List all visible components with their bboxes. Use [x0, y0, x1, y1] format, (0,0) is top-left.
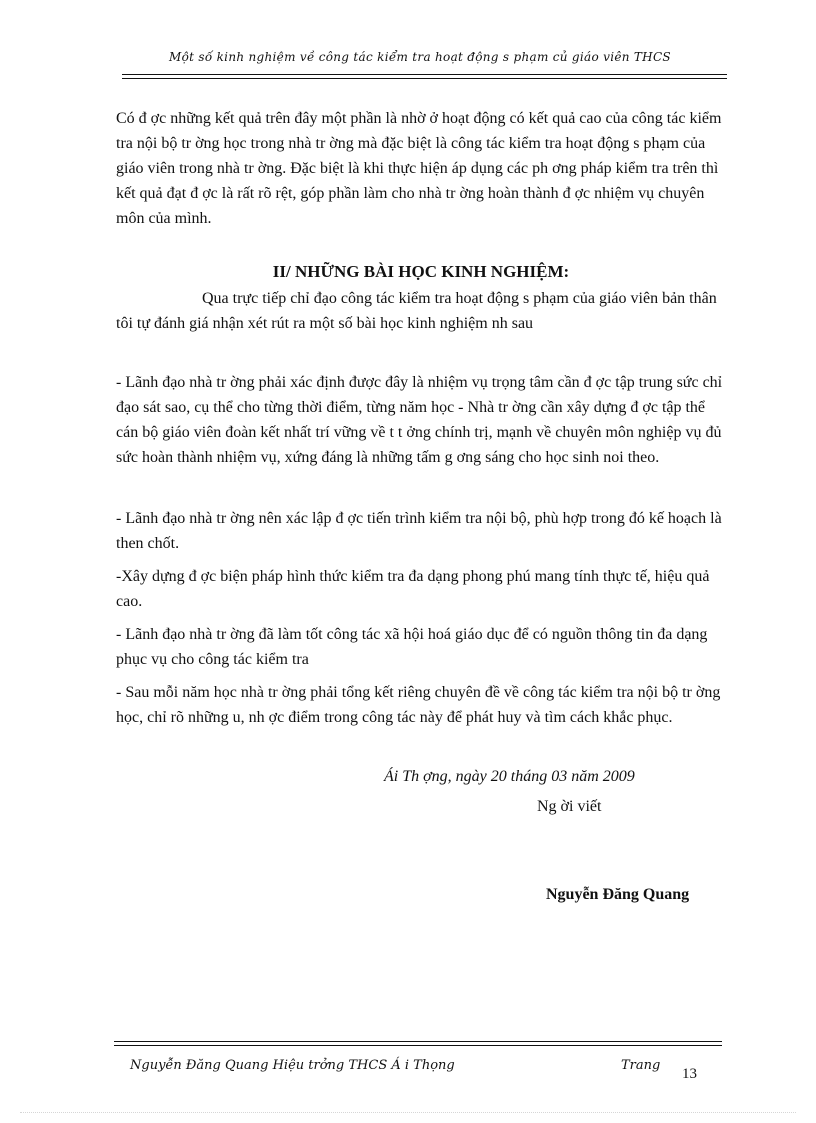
signer-name: Nguyễn Đăng Quang [546, 886, 690, 903]
header-rule-bottom [122, 78, 727, 79]
footer-page-label: Trang [621, 1058, 661, 1073]
footer-rule-bottom [114, 1045, 722, 1046]
lessons-intro: Qua trực tiếp chỉ đạo công tác kiểm tra hoạt động s phạm của giáo viên bản thân tôi tự đánh giá nhận xét rút ra một số bài học kinh nghiệm nh sau [116, 290, 717, 332]
header-rule-top [122, 74, 727, 75]
lesson-item: - Lãnh đạo nhà tr ờng nên xác lập đ ợc tiến trình kiểm tra nội bộ, phù hợp trong đó kế hoạch là then chốt. [116, 510, 722, 552]
signer-role: Ng ời viết [537, 798, 602, 815]
place-date: Ái Th ợng, ngày 20 tháng 03 năm 2009 [384, 768, 635, 785]
result-paragraph: Có đ ợc những kết quả trên đây một phần là nhờ ở hoạt động có kết quả cao của công tác kiểm tra nội bộ tr ờng học trong nhà tr ờng mà đặc biệt là công tác kiểm tra hoạt động s phạm của giáo viên trong nhà tr ờng. Đặc biệt là khi thực hiện áp dụng các ph ơng pháp kiểm tra trên thì kết quả đạt đ ợc là rất rõ rệt, góp phần làm cho nhà tr ờng hoàn thành đ ợc nhiệm vụ chuyên môn của mình. [116, 110, 722, 227]
lesson-item: - Lãnh đạo nhà tr ờng đã làm tốt công tác xã hội hoá giáo dục để có nguồn thông tin đa dạng phục vụ cho công tác kiểm tra [116, 626, 708, 668]
footer-rule-top [114, 1041, 722, 1042]
footer-author: Nguyễn Đăng Quang Hiệu trởng THCS Á i Thọng [130, 1058, 455, 1073]
page-number: 13 [682, 1066, 697, 1082]
section-heading: II/ NHỮNG BÀI HỌC KINH NGHIỆM: [272, 262, 570, 281]
running-title: Một số kinh nghiệm về công tác kiểm tra hoạt động s phạm củ giáo viên THCS [169, 50, 671, 64]
lesson-item: - Sau mỗi năm học nhà tr ờng phải tổng kết riêng chuyên đề về công tác kiểm tra nội bộ tr ờng học, chỉ rõ những u, nh ợc điểm trong công tác này để phát huy và tìm cách khắc phục. [116, 684, 721, 726]
page-edge-divider [20, 1112, 796, 1113]
lesson-item: - Lãnh đạo nhà tr ờng phải xác định được đây là nhiệm vụ trọng tâm cần đ ợc tập trung sức chỉ đạo sát sao, cụ thể cho từng thời điểm, từng năm học - Nhà tr ờng cần xây dựng đ ợc tập thể cán bộ giáo viên đoàn kết nhất trí vững về t t ởng chính trị, mạnh về chuyên môn nghiệp vụ đủ sức hoàn thành nhiệm vụ, xứng đáng là những tấm g ơng sáng cho học sinh noi theo. [116, 374, 723, 466]
lesson-item: -Xây dựng đ ợc biện pháp hình thức kiểm tra đa dạng phong phú mang tính thực tế, hiệu quả cao. [116, 568, 710, 610]
